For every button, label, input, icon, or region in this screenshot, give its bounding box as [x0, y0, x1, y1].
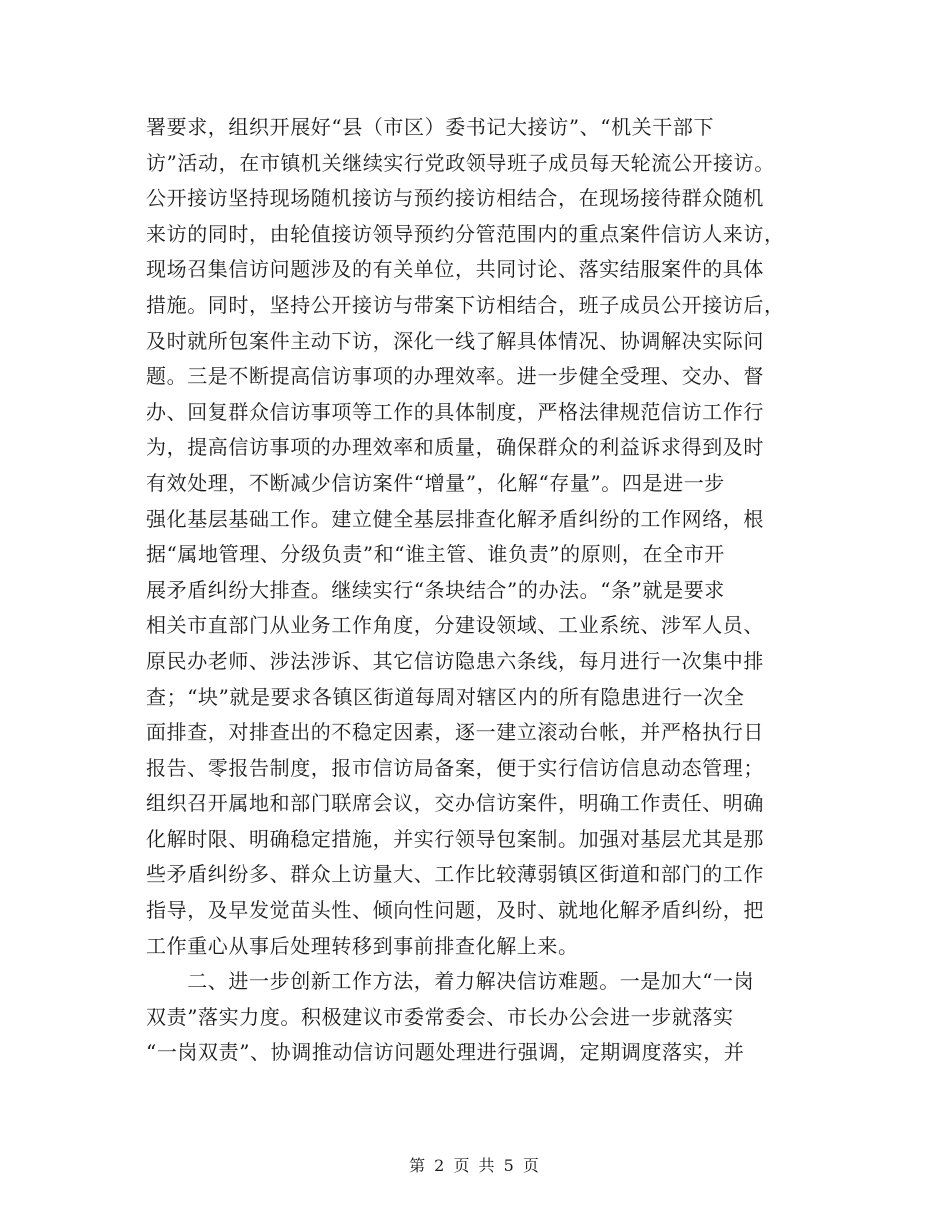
text-line: 有效处理，不断减少信访案件“增量”，化解“存量”。四是进一步: [146, 470, 725, 495]
text-line: 现场召集信访问题涉及的有关单位，共同讨论、落实结服案件的具体: [146, 257, 764, 282]
text-line: 措施。同时，坚持公开接访与带案下访相结合，班子成员公开接访后，: [146, 292, 785, 317]
text-line: 署要求，组织开展好“县（市区）委书记大接访”、“机关干部下: [146, 115, 715, 139]
text-line: 展矛盾纠纷大排查。继续实行“条块结合”的办法。“条”就是要求: [146, 577, 725, 602]
text-line: “一岗双责”、协调推动信访问题处理进行强调，定期调度落实，并: [146, 1040, 745, 1065]
text-line: 办、回复群众信访事项等工作的具体制度，严格法律规范信访工作行: [146, 399, 764, 424]
page-number-footer: 第 2 页 共 5 页: [409, 1156, 541, 1175]
text-line: 指导，及早发觉苗头性、倾向性问题，及时、就地化解矛盾纠纷，把: [146, 898, 764, 923]
text-line: 访”活动，在市镇机关继续实行党政领导班子成员每天轮流公开接访。: [146, 150, 775, 175]
text-line: 工作重心从事后处理转移到事前排查化解上来。: [146, 933, 579, 958]
text-line: 据“属地管理、分级负责”和“谁主管、谁负责”的原则，在全市开: [146, 542, 725, 567]
text-line: 面排查，对排查出的不稳定因素，逐一建立滚动台帐，并严格执行日: [146, 720, 764, 745]
text-line: 为，提高信访事项的办理效率和质量，确保群众的利益诉求得到及时: [146, 435, 764, 460]
text-line: 查；“块”就是要求各镇区街道每周对辖区内的所有隐患进行一次全: [146, 684, 745, 709]
text-line: 报告、零报告制度，报市信访局备案，便于实行信访信息动态管理；: [146, 755, 764, 780]
text-line: 及时就所包案件主动下访，深化一线了解具体情况、协调解决实际问: [146, 328, 764, 353]
text-line: 强化基层基础工作。建立健全基层排查化解矛盾纠纷的工作网络，根: [146, 506, 764, 531]
text-line: 化解时限、明确稳定措施，并实行领导包案制。加强对基层尤其是那: [146, 826, 764, 851]
body-text: [146, 110, 826, 1071]
text-line: 些矛盾纠纷多、群众上访量大、工作比较薄弱镇区街道和部门的工作: [146, 862, 764, 887]
text-line: 题。三是不断提高信访事项的办理效率。进一步健全受理、交办、督: [146, 364, 764, 389]
text-line: 相关市直部门从业务工作角度，分建设领域、工业系统、涉军人员、: [146, 613, 764, 638]
text-line: 原民办老师、涉法涉诉、其它信访隐患六条线，每月进行一次集中排: [146, 648, 764, 673]
text-line: 公开接访坚持现场随机接访与预约接访相结合，在现场接待群众随机: [146, 186, 764, 211]
text-line: 组织召开属地和部门联席会议，交办信访案件，明确工作责任、明确: [146, 791, 764, 816]
text-line: 二、进一步创新工作方法，着力解决信访难题。一是加大“一岗: [146, 969, 755, 994]
text-line: 来访的同时，由轮值接访领导预约分管范围内的重点案件信访人来访，: [146, 221, 785, 246]
text-line: 双责”落实力度。积极建议市委常委会、市长办公会进一步就落实: [146, 1004, 734, 1029]
